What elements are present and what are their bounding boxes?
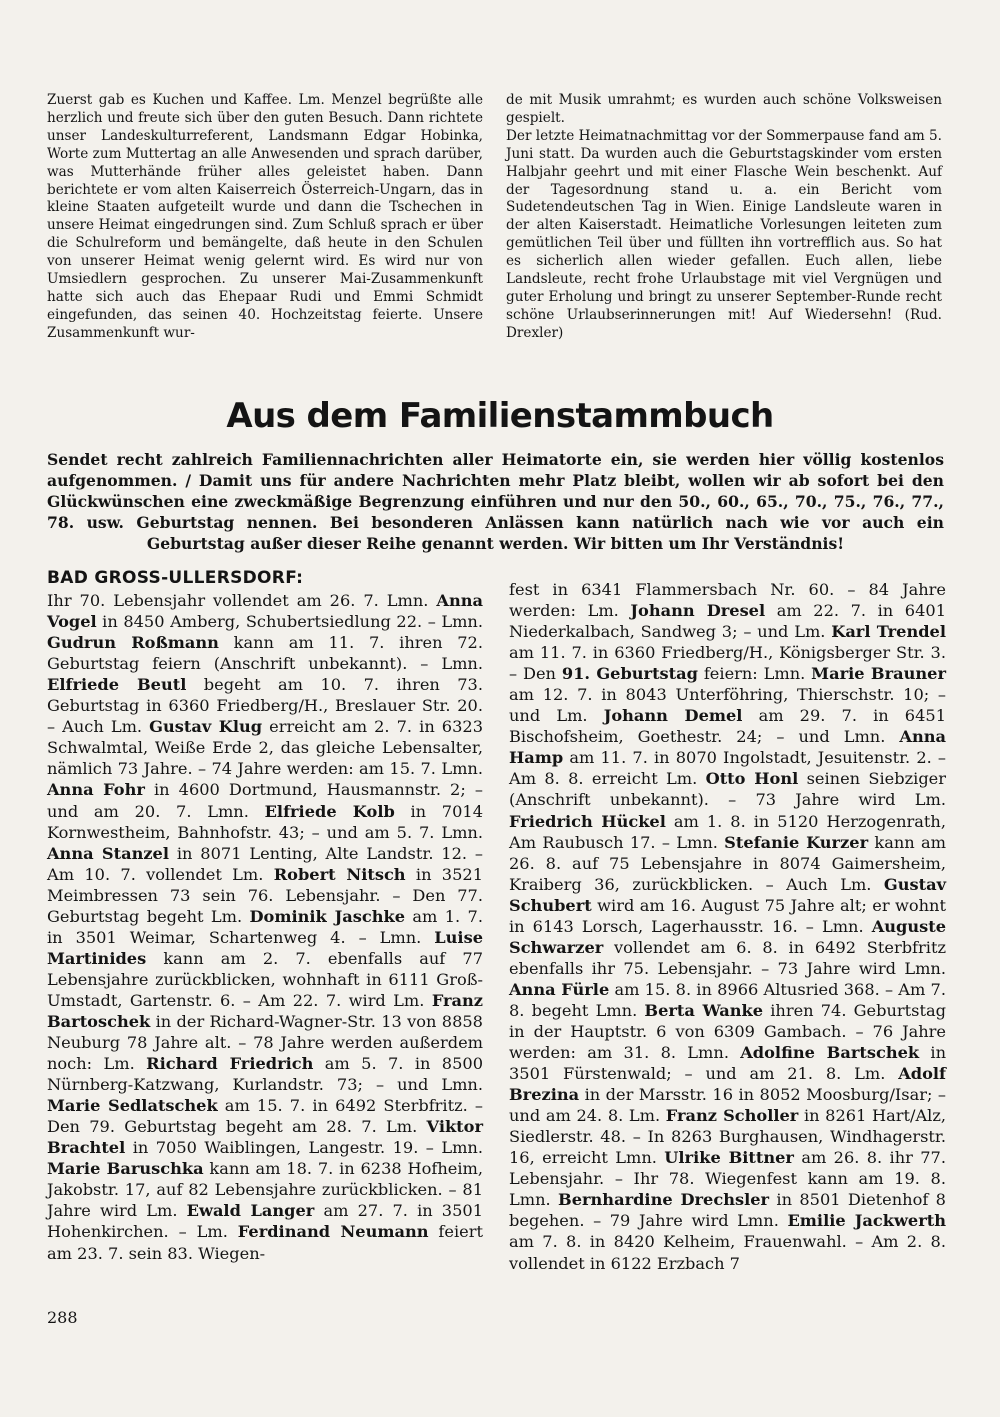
entry-text: am 1. 7. in 3501 Weimar, Schartenweg 4. – Lmn. [47, 906, 483, 947]
top-right-paragraph-2: Der letzte Heimatnachmittag vor der Sommerpause fand am 5. Juni statt. Da wurden auch die Geburtstagskinder vom ersten Halbjahr geehrt und mit einer Flasche Wein beschenkt. Auf der Tagesordnung stand u. a. ein Bericht vom Sudetendeutschen Tag in Wien. Einige Landsleute waren in der alten Kaiserstadt. Heimatliche Vorlesungen leiteten zum gemütlichen Teil über und füllten ihn vortrefflich aus. So hat es sicherlich allen wieder gefallen. Euch allen, liebe Landsleute, recht frohe Urlaubstage mit viel Vergnügen und guter Erholung und bringt zu unserer September-Runde recht schöne Urlaubserinnerungen mit! Auf Wiedersehn! (Rud. Drexler) [506, 127, 943, 341]
entry-text: in 7014 Kornwestheim, Bahnhofstr. 43; – und am 5. 7. Lmn. [47, 801, 483, 842]
person-name: Marie Brauner [811, 664, 946, 684]
person-name: Ferdinand Neumann [237, 1222, 429, 1242]
top-left-paragraph: Zuerst gab es Kuchen und Kaffee. Lm. Menzel begrüßte alle herzlich und freute sich über den guten Besuch. Dann richtete unser Landeskulturreferent, Landsmann Edgar Hobinka, Worte zum Muttertag an alle Anwesenden und sprach darüber, was Mutterhände früher alles geleistet haben. Dann berichtete er vom alten Kaiserreich Österreich-Ungarn, das in kleine Staaten aufgeteilt wurde und dann die Tschechen in unsere Heimat eingedrungen sind. Zum Schluß sprach er über die Schulreform und bemängelte, daß heute in den Schulen von unserer Heimat wenig gelernt wird. Es wird nur von Umsiedlern gesprochen. Zu unserer Mai-Zusammenkunft hatte sich auch das Ehepaar Rudi und Emmi Schmidt eingefunden, das seinen 40. Hochzeitstag feierte. Unsere Zusammenkunft wur- [47, 92, 483, 341]
top-right-column [506, 92, 942, 343]
entry-text: feiern: Lmn. [697, 664, 812, 684]
entry-text: wird am 16. August 75 Jahre alt; er wohnt in 6143 Lorsch, Lagerhausstr. 16. – Lmn. [509, 895, 946, 936]
person-name: Gustav Klug [149, 717, 263, 737]
person-name: Adolf Brezina [509, 1064, 946, 1105]
entry-text: feiert am 23. 7. sein 83. Wiegen- [47, 1222, 484, 1263]
person-name: Gudrun Roßmann [47, 633, 219, 653]
person-name: Otto Honl [705, 769, 799, 789]
entry-text: am 1. 8. in 5120 Herzogenrath, Am Raubusch 17. – Lmn. [509, 811, 946, 852]
page-number: 288 [47, 1308, 78, 1327]
person-name: Auguste Schwarzer [509, 916, 946, 957]
person-name: Anna Vogel [47, 591, 483, 632]
person-name: Johann Dresel [630, 601, 766, 621]
entry-text: kann am 26. 8. auf 75 Lebensjahre in 8074 Gaimersheim, Kraiberg 36, zurückblicken. – Auch Lm. [509, 832, 946, 894]
entry-text: am 11. 7. in 8070 Ingolstadt, Jesuitenstr. 2. – Am 8. 8. erreicht Lm. [509, 748, 946, 789]
person-name: Gustav Schubert [509, 874, 946, 915]
entry-text: in 3521 Meimbressen 73 sein 76. Lebensjahr. – Den 77. Geburtstag begeht Lm. [47, 864, 483, 926]
entry-text: in 3501 Fürstenwald; – und am 21. 8. Lm. [509, 1043, 946, 1084]
person-name: Luise Martinides [47, 927, 483, 968]
entry-text: am 7. 8. in 8420 Kelheim, Frauenwahl. – Am 2. 8. vollendet in 6122 Erzbach 7 [509, 1232, 946, 1273]
entry-text: am 5. 7. in 8500 Nürnberg-Katzwang, Kurlandstr. 73; – und Lmn. [47, 1054, 483, 1095]
entry-text: am 29. 7. in 6451 Bischofsheim, Goethestr. 24; – und Lmn. [509, 706, 946, 747]
person-name: Anna Stanzel [47, 843, 169, 863]
person-name: 91. Geburtstag [561, 664, 698, 684]
person-name: Johann Demel [603, 706, 743, 726]
section-headline: Aus dem Familienstammbuch [226, 396, 774, 436]
person-name: Dominik Jaschke [249, 906, 406, 926]
entry-text: in 7050 Waiblingen, Langestr. 19. – Lmn. [125, 1138, 483, 1158]
entry-text: am 15. 8. in 8966 Altusried 368. – Am 7. 8. begeht Lmn. [509, 979, 946, 1020]
person-name: Franz Bartoschek [47, 990, 483, 1031]
entry-text: begeht am 10. 7. ihren 73. Geburtstag in 6360 Friedberg/H., Breslauer Str. 20. – Auch Lm. [47, 675, 483, 737]
entry-text: am 26. 8. ihr 77. Lebensjahr. – Ihr 78. Wiegenfest kann am 19. 8. Lmn. [509, 1148, 946, 1210]
entry-text: fest in 6341 Flammersbach Nr. 60. – 84 Jahre werden: Lm. [509, 580, 946, 621]
entry-text: in 8450 Amberg, Schubertsiedlung 22. – Lmn. [96, 612, 483, 632]
entry-text: am 22. 7. in 6401 Niederkalbach, Sandweg 3; – und Lm. [509, 601, 946, 642]
birthdays-right-text [509, 579, 946, 1274]
birthdays-left-column [47, 568, 483, 1264]
entry-text: in 8261 Hart/Alz, Siedlerstr. 48. – In 8263 Burghausen, Windhagerstr. 16, erreicht Lmn. [509, 1106, 947, 1168]
person-name: Elfriede Beutl [47, 675, 187, 695]
person-name: Ewald Langer [186, 1201, 315, 1221]
person-name: Robert Nitsch [273, 864, 406, 884]
person-name: Emilie Jackwerth [787, 1211, 947, 1231]
entry-text: in 4600 Dortmund, Hausmannstr. 2; – und am 20. 7. Lmn. [47, 780, 483, 821]
entry-text: kann am 2. 7. ebenfalls auf 77 Lebensjahre zurückblicken, wohnhaft in 6111 Groß-Umstadt, Gartenstr. 6. – Am 22. 7. wird Lm. [47, 948, 483, 1010]
top-right-paragraph-1: de mit Musik umrahmt; es wurden auch schöne Volksweisen gespielt. [506, 92, 942, 126]
entry-text: seinen Siebziger (Anschrift unbekannt). – 73 Jahre wird Lm. [509, 769, 946, 810]
entry-text: vollendet am 6. 8. in 6492 Sterbfritz ebenfalls ihr 75. Lebensjahr. – 73 Jahre wird Lmn. [509, 937, 946, 978]
person-name: Karl Trendel [831, 622, 946, 642]
location-heading: BAD GROSS-ULLERSDORF: [47, 568, 304, 588]
person-name: Anna Fohr [47, 780, 145, 800]
entry-text: am 27. 7. in 3501 Hohenkirchen. – Lm. [47, 1201, 483, 1242]
entry-text: kann am 11. 7. ihren 72. Geburtstag feiern (Anschrift unbekannt). – Lmn. [47, 633, 483, 674]
person-name: Franz Scholler [665, 1106, 799, 1126]
person-name: Marie Baruschka [47, 1159, 204, 1179]
entry-text: kann am 18. 7. in 6238 Hofheim, Jakobstr. 17, auf 82 Lebensjahre zurückblicken. – 81 Jahre wird Lm. [47, 1159, 483, 1221]
person-name: Richard Friedrich [146, 1054, 314, 1074]
entry-text: in der Marsstr. 16 in 8052 Moosburg/Isar; – und am 24. 8. Lm. [509, 1085, 946, 1126]
birthdays-left-text [47, 590, 483, 1264]
person-name: Marie Sedlatschek [47, 1096, 218, 1116]
person-name: Bernhardine Drechsler [558, 1190, 770, 1210]
person-name: Friedrich Hückel [509, 811, 666, 831]
person-name: Ulrike Bittner [664, 1148, 794, 1168]
entry-text: am 15. 7. in 6492 Sterbfritz. – Den 79. Geburtstag begeht am 28. 7. Lm. [47, 1096, 483, 1137]
entry-text: in der Richard-Wagner-Str. 13 von 8858 Neuburg 78 Jahre alt. – 78 Jahre werden außerdem noch: Lm. [47, 1011, 483, 1074]
entry-text: in 8501 Dietenhof 8 begehen. – 79 Jahre wird Lmn. [509, 1190, 946, 1231]
entry-text: in 8071 Lenting, Alte Landstr. 12. – Am 10. 7. vollendet Lm. [47, 843, 483, 884]
person-name: Anna Fürle [509, 979, 610, 999]
person-name: Adolfine Bartschek [740, 1043, 920, 1063]
entry-text: erreicht am 2. 7. in 6323 Schwalmtal, Weiße Erde 2, das gleiche Lebensalter, nämlich 73 Jahre. – 74 Jahre werden: am 15. 7. Lmn. [47, 717, 484, 779]
person-name: Elfriede Kolb [264, 801, 395, 821]
person-name: Berta Wanke [644, 1000, 764, 1020]
top-left-column [47, 92, 483, 343]
person-name: Anna Hamp [509, 727, 946, 768]
person-name: Stefanie Kurzer [724, 832, 869, 852]
birthdays-right-column [509, 579, 946, 1274]
entry-text: am 11. 7. in 6360 Friedberg/H., Königsberger Str. 3. – Den [509, 643, 946, 684]
entry-text: Ihr 70. Lebensjahr vollendet am 26. 7. Lmn. [47, 591, 437, 611]
intro-notice: Sendet recht zahlreich Familiennachrichten aller Heimatorte ein, sie werden hier völlig kostenlos aufgenommen. / Damit uns für andere Nachrichten mehr Platz bleibt, wollen wir ab sofort bei den Glückwünschen eine zweckmäßige Begrenzung einführen und nur den 50., 60., 65., 70., 75., 76., 77., 78. usw. Geburtstag nennen. Bei besonderen Anlässen kann natürlich nach wie vor auch ein Geburtstag außer dieser Reihe genannt werden. Wir bitten um Ihr Verständnis! [47, 450, 944, 553]
entry-text: ihren 74. Geburtstag in der Hauptstr. 6 von 6309 Gambach. – 76 Jahre werden: am 31. 8. Lmn. [509, 1000, 946, 1063]
entry-text: am 12. 7. in 8043 Unterföhring, Thierschstr. 10; – und Lm. [509, 685, 946, 726]
person-name: Viktor Brachtel [47, 1117, 483, 1158]
